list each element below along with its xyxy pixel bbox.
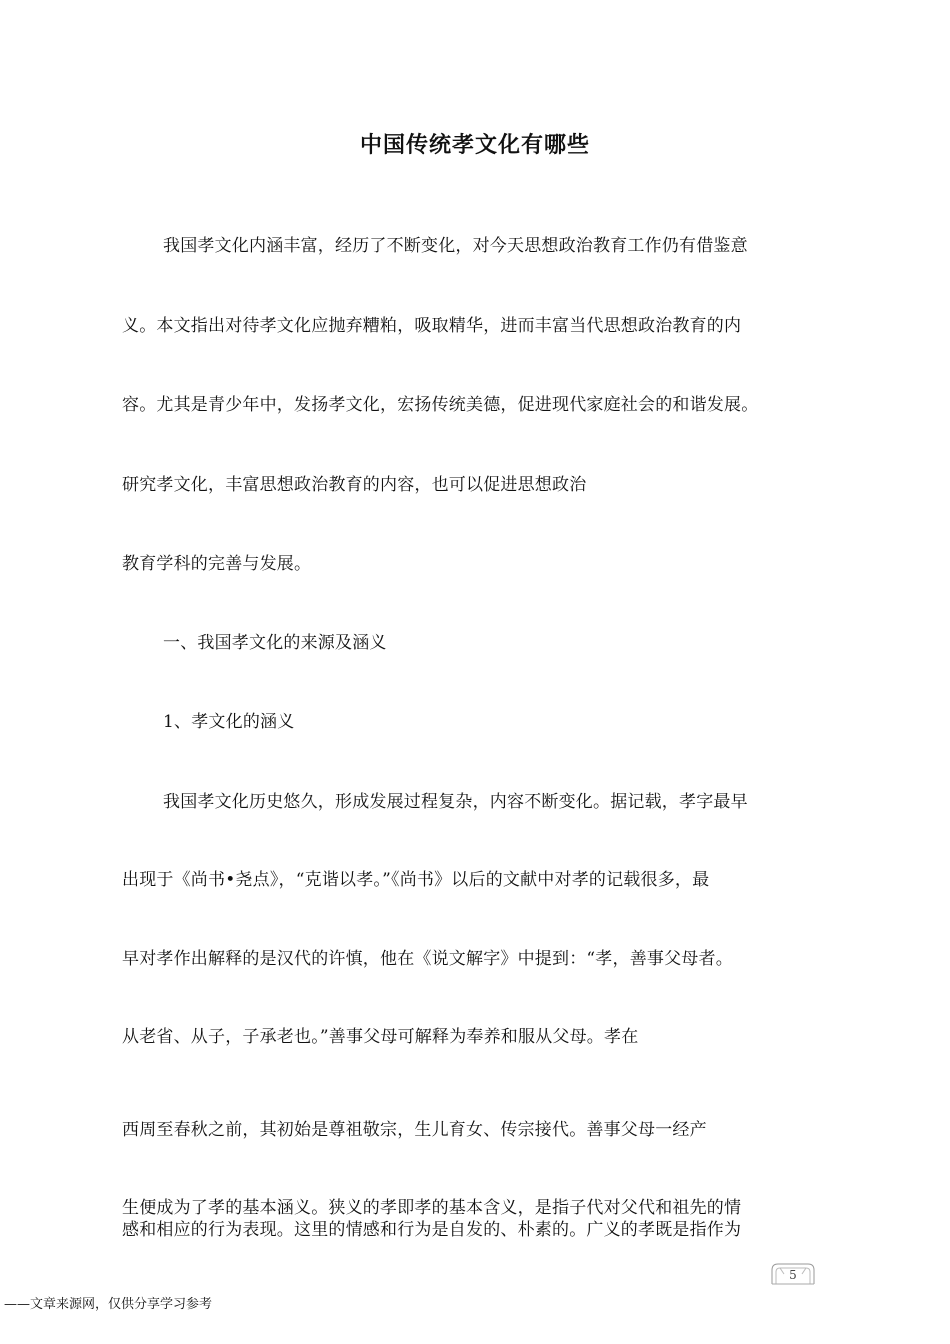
paragraph-line: 义。本文指出对待孝文化应抛弃糟粕，吸取精华，进而丰富当代思想政治教育的内 <box>122 316 742 336</box>
page-number-badge <box>770 1262 816 1286</box>
page-number: 5 <box>789 1268 797 1282</box>
paragraph-line: 生便成为了孝的基本涵义。狭义的孝即孝的基本含义，是指子代对父代和祖先的情 <box>122 1198 742 1218</box>
paragraph-line: 西周至春秋之前，其初始是尊祖敬宗，生儿育女、传宗接代。善事父母一经产 <box>122 1120 707 1140</box>
paragraph-line: 容。尤其是青少年中，发扬孝文化，宏扬传统美德，促进现代家庭社会的和谐发展。 <box>122 395 759 415</box>
paragraph-line: 出现于《尚书•尧点》，“克谐以孝。”《尚书》以后的文献中对孝的记载很多，最 <box>122 870 710 890</box>
paragraph-line: 我国孝文化内涵丰富，经历了不断变化，对今天思想政治教育工作仍有借鉴意 <box>163 236 748 256</box>
paragraph-line: 我国孝文化历史悠久，形成发展过程复杂，内容不断变化。据记载，孝字最早 <box>163 792 748 812</box>
paragraph-line: 早对孝作出解释的是汉代的许慎，他在《说文解字》中提到：“孝，善事父母者。 <box>122 949 733 969</box>
subsection-heading: 1、孝文化的涵义 <box>163 712 295 732</box>
document-title: 中国传统孝文化有哪些 <box>359 133 590 158</box>
footer-note: ——文章来源网，仅供分享学习参考 <box>4 1297 213 1312</box>
paragraph-line: 研究孝文化，丰富思想政治教育的内容，也可以促进思想政治 <box>122 475 587 495</box>
paragraph-line: 从老省、从子，子承老也。”善事父母可解释为奉养和服从父母。孝在 <box>122 1027 639 1047</box>
section-heading: 一、我国孝文化的来源及涵义 <box>163 633 387 653</box>
paragraph-line: 感和相应的行为表现。这里的情感和行为是自发的、朴素的。广义的孝既是指作为 <box>122 1220 742 1240</box>
paragraph-line: 教育学科的完善与发展。 <box>122 554 312 574</box>
